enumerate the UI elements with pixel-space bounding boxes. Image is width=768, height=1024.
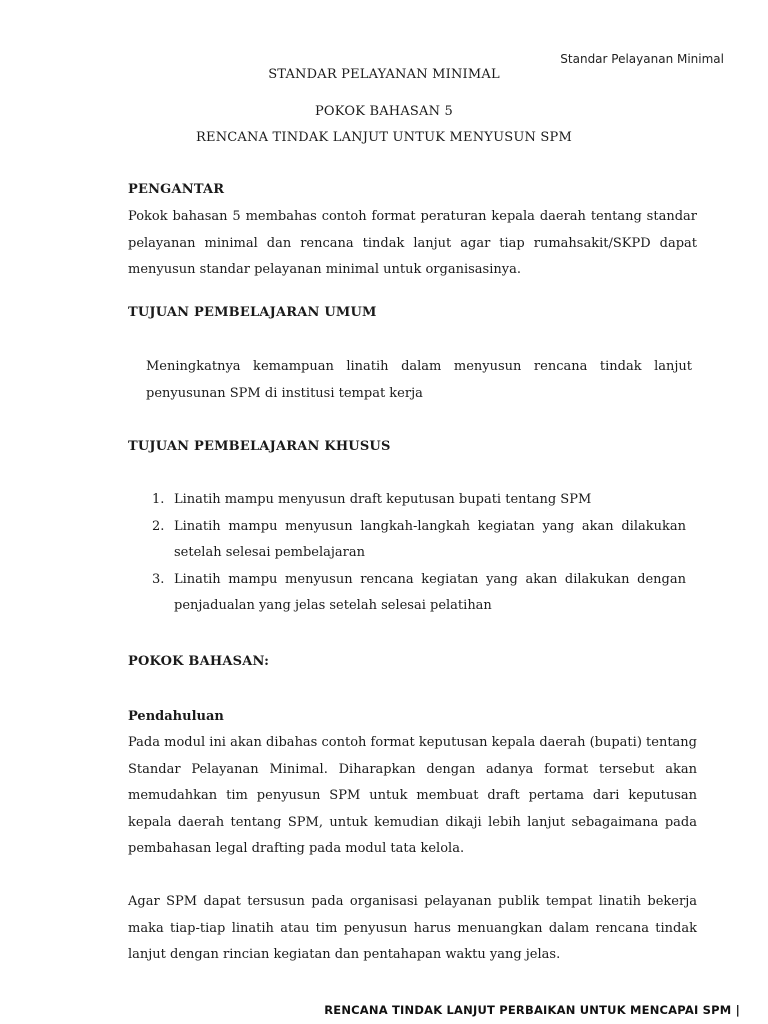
pengantar-heading: PENGANTAR [128,182,225,197]
list-item [146,514,686,567]
tpu-paragraph: Meningkatnya kemampuan linatih dalam menyusun rencana tindak lanjut penyusunan SPM di institusi tempat kerja [146,359,692,401]
chapter-title: POKOK BAHASAN 5 [314,104,453,119]
subject-title: RENCANA TINDAK LANJUT UNTUK MENYUSUN SPM [196,130,572,145]
list-number: 1. [152,492,165,507]
tpk-heading: TUJUAN PEMBELAJARAN KHUSUS [128,439,391,454]
running-header: Standar Pelayanan Minimal [560,52,724,66]
pendahuluan-paragraph-1: Pada modul ini akan dibahas contoh format keputusan kepala daerah (bupati) tentang Standar Pelayanan Minimal. Diharapkan dengan adanya format tersebut akan memudahkan tim penyusun SPM untuk membuat draft pertama dari keputusan kepala daerah tentang SPM, untuk kemudian dikaji lebih lanjut sebagaimana pada pembahasan legal drafting pada modul tata kelola. [128,735,697,856]
list-item [146,487,686,514]
tpu-heading: TUJUAN PEMBELAJARAN UMUM [128,305,377,320]
list-item-text: Linatih mampu menyusun rencana kegiatan yang akan dilakukan dengan penjadualan yang jelas setelah selesai pelatihan [174,571,686,613]
pokok-bahasan-heading: POKOK BAHASAN: [128,654,270,669]
pendahuluan-subheading: Pendahuluan [128,709,224,724]
document-title: STANDAR PELAYANAN MINIMAL [268,67,500,82]
running-footer: RENCANA TINDAK LANJUT PERBAIKAN UNTUK MENCAPAI SPM | [324,1003,740,1017]
list-number: 2. [152,518,165,534]
tpk-list [146,487,686,620]
pengantar-paragraph: Pokok bahasan 5 membahas contoh format peraturan kepala daerah tentang standar pelayanan minimal dan rencana tindak lanjut agar tiap rumahsakit/SKPD dapat menyusun standar pelayanan minimal untuk organisasinya. [128,209,697,277]
pendahuluan-paragraph-2: Agar SPM dapat tersusun pada organisasi pelayanan publik tempat linatih bekerja maka tiap-tiap linatih atau tim penyusun harus menuangkan dalam rencana tindak lanjut dengan rincian kegiatan dan pentahapan waktu yang jelas. [128,894,697,962]
list-item [146,567,686,620]
list-item-text: Linatih mampu menyusun langkah-langkah kegiatan yang akan dilakukan setelah selesai pembelajaran [174,518,686,560]
list-item-text: Linatih mampu menyusun draft keputusan bupati tentang SPM [174,492,592,507]
list-number: 3. [152,571,165,587]
